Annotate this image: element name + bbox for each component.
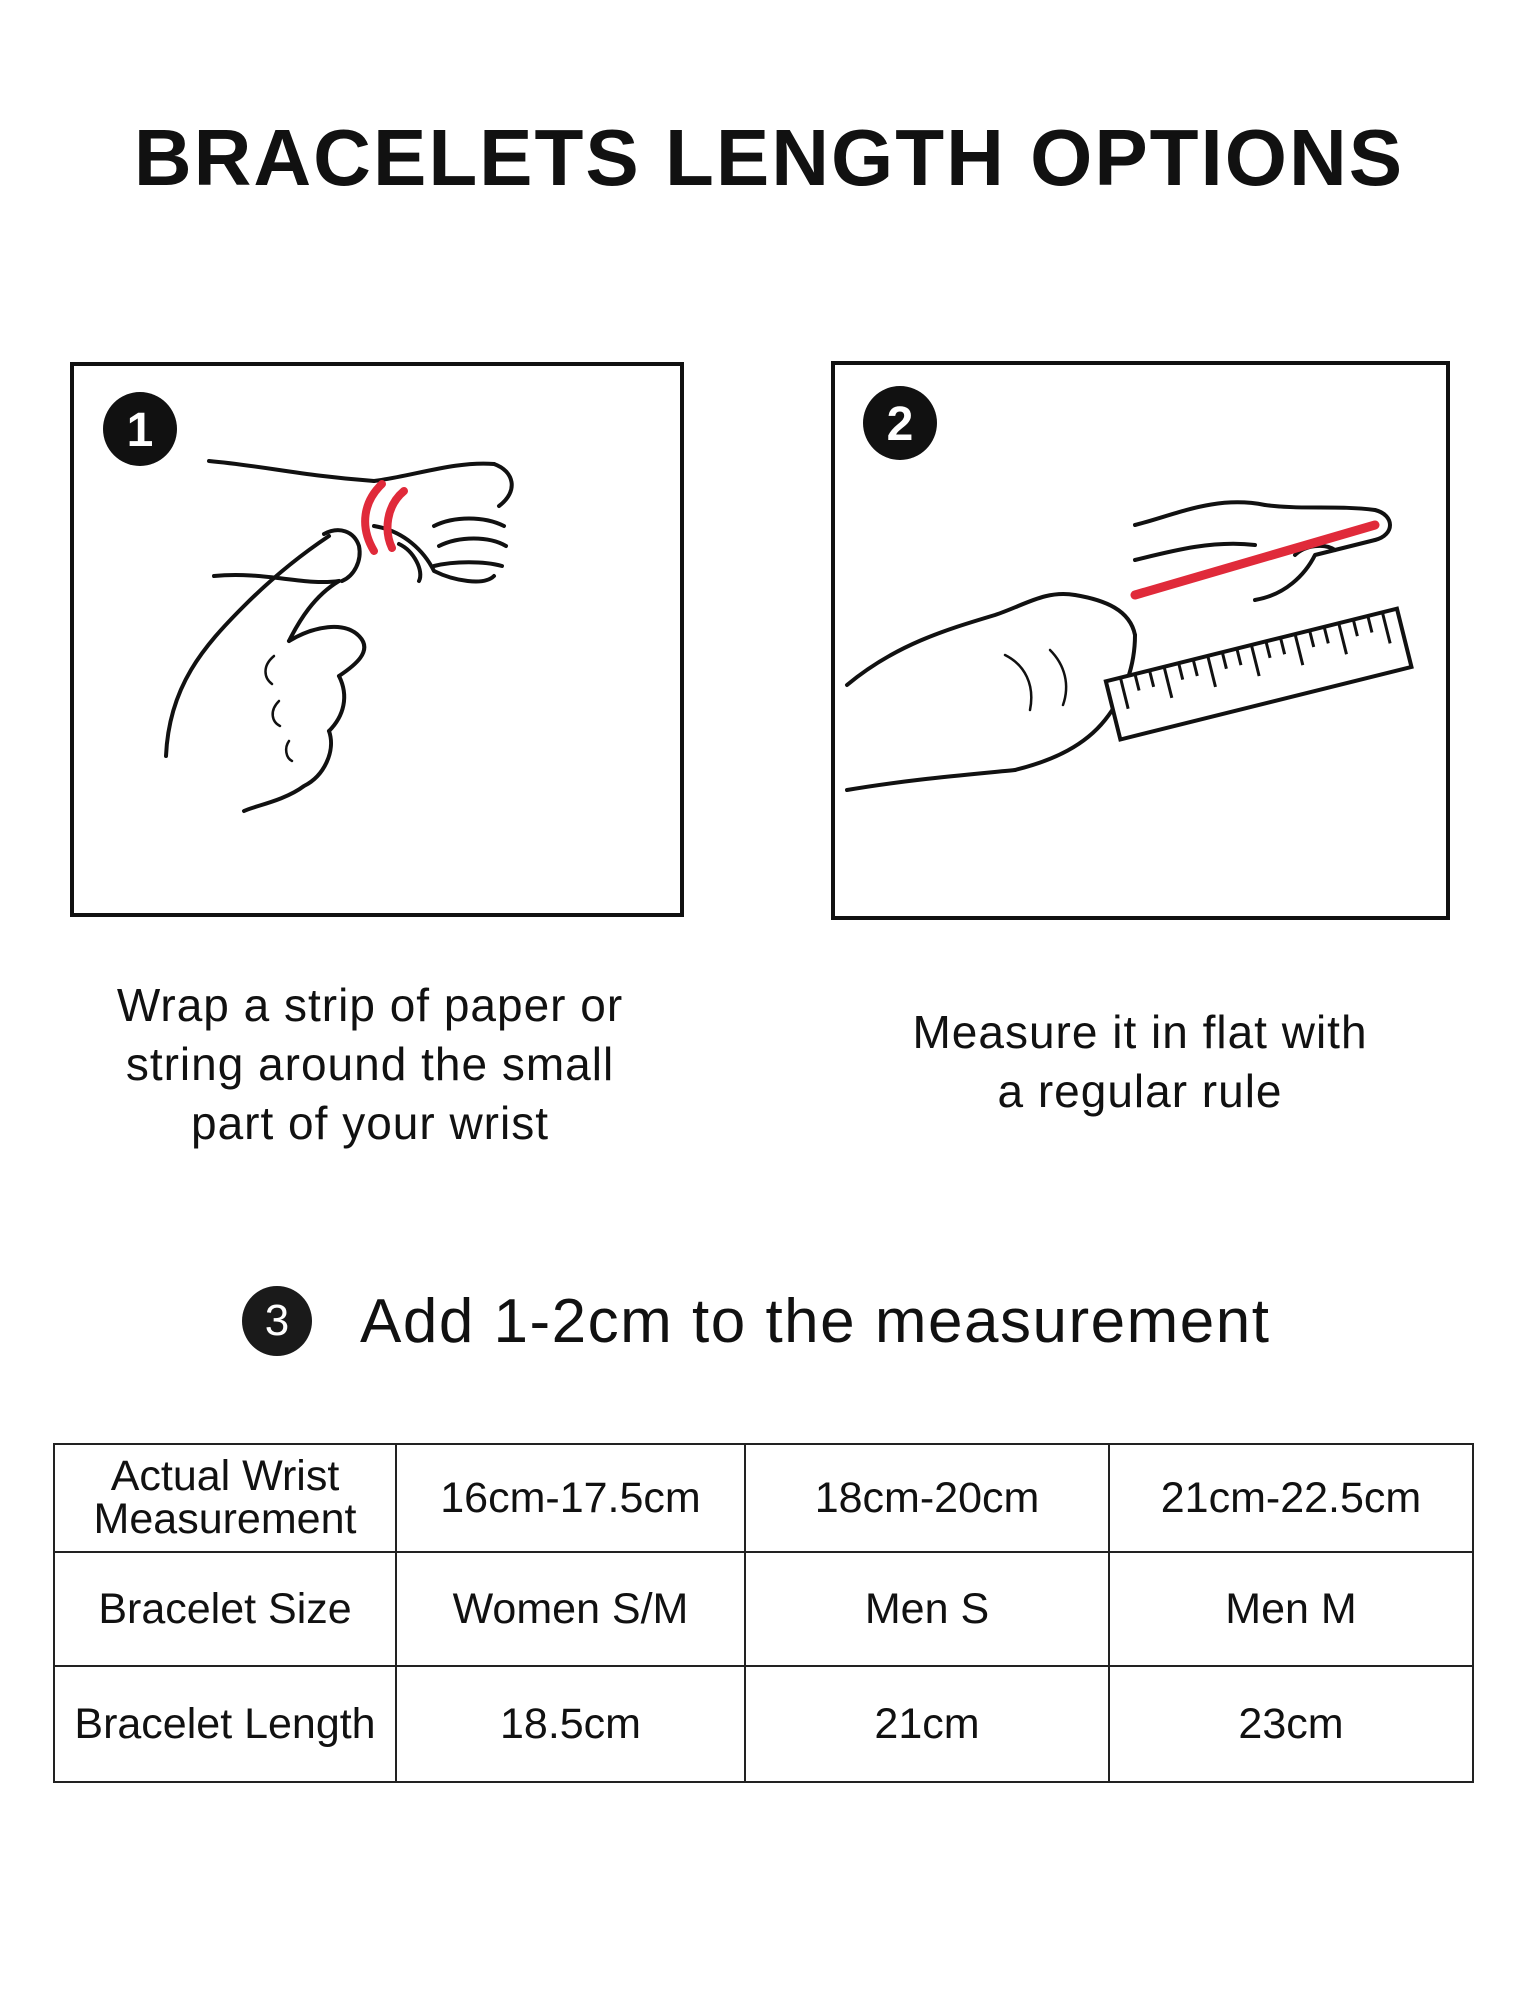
table-cell: 21cm-22.5cm (1109, 1444, 1473, 1552)
table-cell: Men S (745, 1552, 1109, 1666)
table-cell: 16cm-17.5cm (396, 1444, 745, 1552)
wrist-wrap-illustration (74, 366, 680, 913)
step-1-panel (70, 362, 684, 917)
table-row (54, 1444, 1473, 1552)
table-cell: 18.5cm (396, 1666, 745, 1782)
step-2-caption (840, 1003, 1440, 1121)
table-row (54, 1552, 1473, 1666)
row-label-line: Actual Wrist (110, 1452, 340, 1500)
caption-line: a regular rule (997, 1065, 1283, 1117)
step-1-caption (60, 976, 680, 1153)
caption-line: part of your wrist (191, 1097, 549, 1149)
row-label (54, 1444, 396, 1552)
row-label-line: Measurement (93, 1495, 357, 1543)
caption-line: Measure it in flat with (912, 1006, 1368, 1058)
row-label: Bracelet Length (54, 1666, 396, 1782)
table-cell: 21cm (745, 1666, 1109, 1782)
row-label: Bracelet Size (54, 1552, 396, 1666)
caption-line: Wrap a strip of paper or (116, 979, 624, 1031)
step-1-number: 1 (126, 404, 154, 457)
table-row (54, 1666, 1473, 1782)
table-cell: 23cm (1109, 1666, 1473, 1782)
step-3-text: Add 1-2cm to the measurement (360, 1286, 1271, 1356)
ruler-measure-illustration (835, 365, 1446, 916)
table-cell: Men M (1109, 1552, 1473, 1666)
table-cell: 18cm-20cm (745, 1444, 1109, 1552)
step-2-panel (831, 361, 1450, 920)
page-title: BRACELETS LENGTH OPTIONS (133, 113, 1405, 202)
caption-line: string around the small (125, 1038, 615, 1090)
size-table (53, 1443, 1474, 1783)
step-3-row (242, 1283, 1270, 1359)
step-2-number: 2 (886, 398, 914, 451)
step-3-badge: 3 (242, 1286, 312, 1356)
table-cell: Women S/M (396, 1552, 745, 1666)
